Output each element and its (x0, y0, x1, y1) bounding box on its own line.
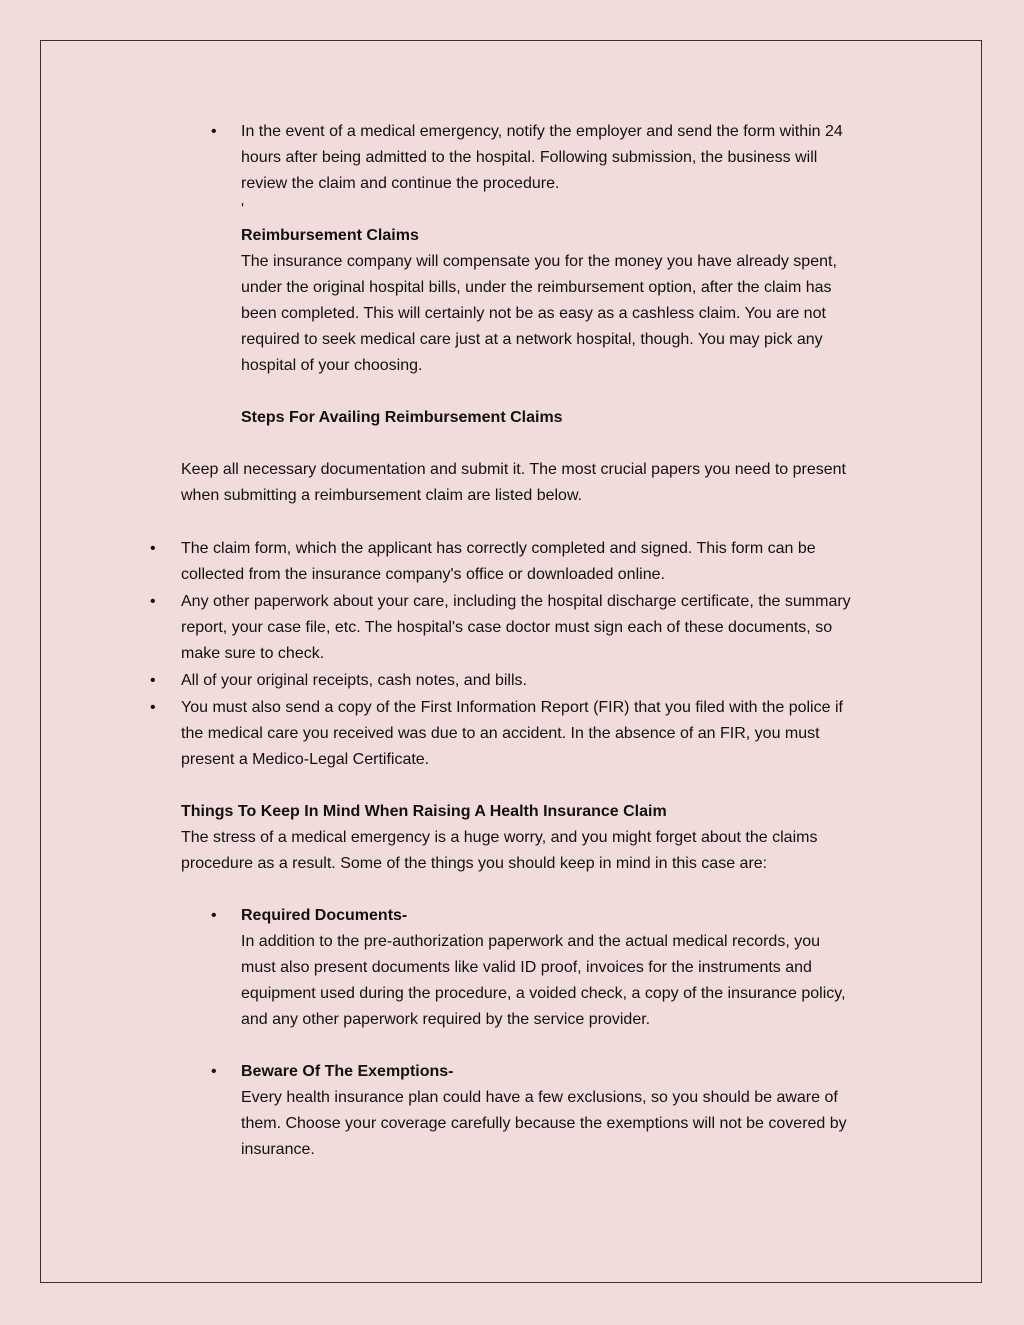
stray-mark: ' (241, 201, 245, 218)
tip-2-line-1: Every health insurance plan could have a few exclusions, so you should be aware of (241, 1089, 838, 1106)
documents-list-item (0, 536, 1024, 588)
doc-4-line-2: the medical care you received was due to an accident. In the absence of an FIR, you must (181, 725, 820, 742)
doc-4-line-3: present a Medico-Legal Certificate. (181, 751, 430, 768)
tip-1-line-2: must also present documents like valid ID proof, invoices for the instruments and (241, 959, 812, 976)
bullet-icon: • (150, 540, 156, 557)
tip-1-line-3: equipment used during the procedure, a voided check, a copy of the insurance policy, (241, 985, 846, 1002)
things-line-1: The stress of a medical emergency is a huge worry, and you might forget about the claims (181, 829, 818, 846)
bullet-icon: • (211, 907, 217, 924)
tip-item (0, 903, 1024, 1033)
reimbursement-heading: Reimbursement Claims (241, 227, 419, 244)
steps-heading: Steps For Availing Reimbursement Claims (241, 409, 563, 426)
tip-2-line-2: them. Choose your coverage carefully because the exemptions will not be covered by (241, 1115, 847, 1132)
intro-bullet-item (0, 119, 1024, 431)
things-to-keep-section (0, 799, 1024, 877)
doc-1-line-1: The claim form, which the applicant has correctly completed and signed. This form can be (181, 540, 816, 557)
bullet-icon: • (211, 1063, 217, 1080)
tip-1-line-4: and any other paperwork required by the service provider. (241, 1011, 651, 1028)
bullet-icon: • (211, 123, 217, 140)
bullet-icon: • (150, 672, 156, 689)
reimbursement-line-4: required to seek medical care just at a network hospital, though. You may pick any (241, 331, 823, 348)
things-heading: Things To Keep In Mind When Raising A Health Insurance Claim (181, 803, 667, 820)
document-body (0, 119, 1024, 1163)
intro-line-1: In the event of a medical emergency, notify the employer and send the form within 24 (241, 123, 843, 140)
intro-line-2: hours after being admitted to the hospital. Following submission, the business will (241, 149, 818, 166)
documentation-paragraph (0, 457, 1024, 509)
reimbursement-line-1: The insurance company will compensate you for the money you have already spent, (241, 253, 837, 270)
things-line-2: procedure as a result. Some of the things you should keep in mind in this case are: (181, 855, 768, 872)
tip-item (0, 1059, 1024, 1163)
bullet-icon: • (150, 699, 156, 716)
documentation-line-1: Keep all necessary documentation and submit it. The most crucial papers you need to present (181, 461, 846, 478)
doc-4-line-1: You must also send a copy of the First Information Report (FIR) that you filed with the police if (181, 699, 843, 716)
doc-2-line-3: make sure to check. (181, 645, 325, 662)
tip-1-line-1: In addition to the pre-authorization paperwork and the actual medical records, you (241, 933, 821, 950)
documentation-line-2: when submitting a reimbursement claim are listed below. (181, 487, 583, 504)
reimbursement-line-2: under the original hospital bills, under the reimbursement option, after the claim has (241, 279, 832, 296)
tip-2-line-3: insurance. (241, 1141, 315, 1158)
documents-list-item (0, 668, 1024, 694)
doc-1-line-2: collected from the insurance company's office or downloaded online. (181, 566, 665, 583)
bullet-icon: • (150, 593, 156, 610)
reimbursement-line-3: been completed. This will certainly not be as easy as a cashless claim. You are not (241, 305, 826, 322)
intro-line-3: review the claim and continue the procedure. (241, 175, 560, 192)
reimbursement-line-5: hospital of your choosing. (241, 357, 423, 374)
doc-2-line-1: Any other paperwork about your care, including the hospital discharge certificate, the summary (181, 593, 851, 610)
tip-2-heading: Beware Of The Exemptions- (241, 1063, 454, 1080)
doc-3-line-1: All of your original receipts, cash notes, and bills. (181, 672, 527, 689)
documents-list-item (0, 589, 1024, 667)
tip-1-heading: Required Documents- (241, 907, 408, 924)
doc-2-line-2: report, your case file, etc. The hospital's case doctor must sign each of these documents, so (181, 619, 833, 636)
documents-list-item (0, 695, 1024, 773)
